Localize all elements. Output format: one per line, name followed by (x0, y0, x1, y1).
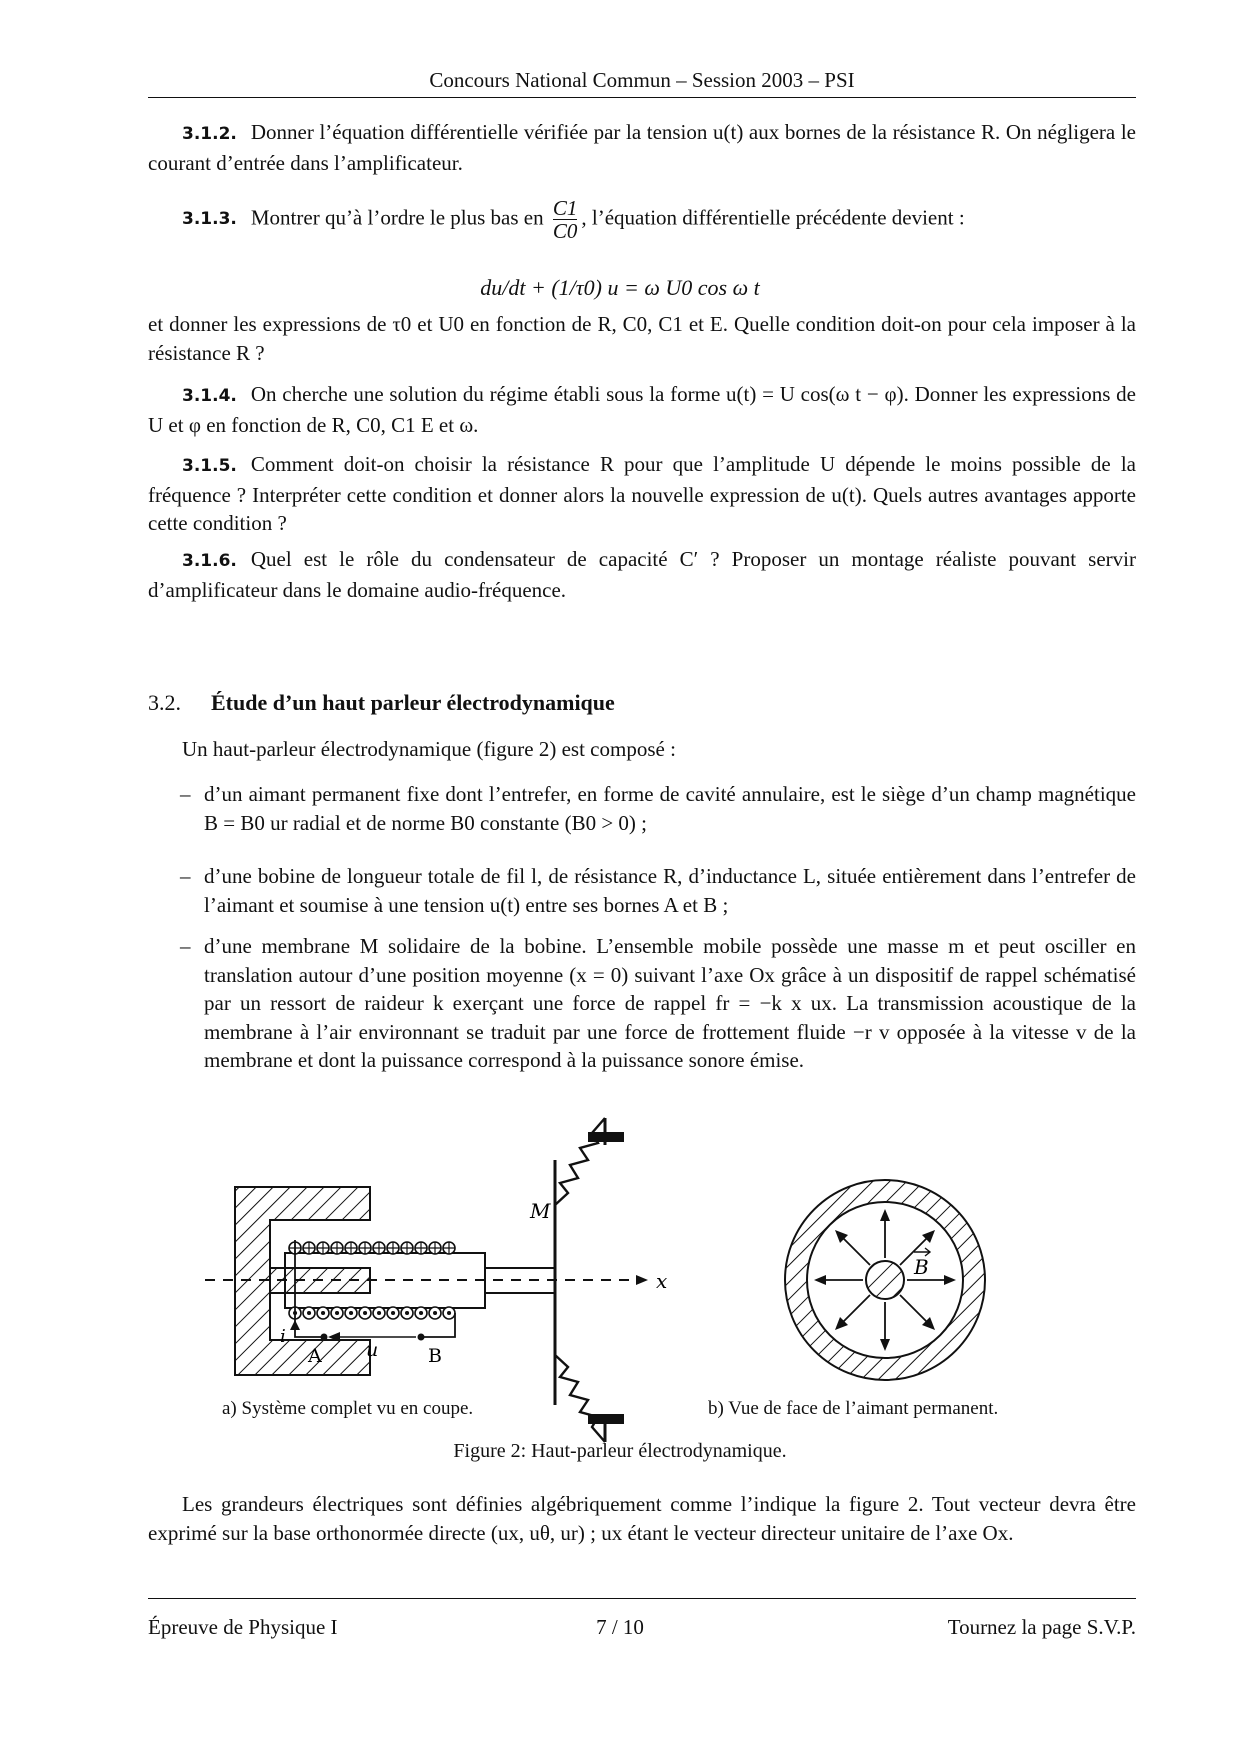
question-number: 3.1.6. (182, 551, 237, 571)
question-text: On cherche une solution du régime établi sous la forme u(t) = U cos(ω t − φ). Donner les expressions de U et φ en fonction de R, C0, C1 E et ω. (148, 382, 1136, 437)
membrane-label: M (530, 1199, 551, 1223)
closing-paragraph: Les grandeurs électriques sont définies algébriquement comme l’indique la figure 2. Tout vecteur devra être exprimé sur la base orthonormée directe (ux, uθ, ur) ; ux étant le vecteur directeur unitaire de l’axe Ox. (148, 1492, 1136, 1545)
list-item-text: d’une membrane M solidaire de la bobine. L’ensemble mobile possède une masse m et peut osciller en translation autour d’une position moyenne (x = 0) suivant l’axe Ox grâce à un dispositif de rappel schématisé par un ressort de raideur k exerçant une force de rappel fr = −k x ux. La transmission acoustique de la membrane à l’air environnant se traduit par une force de frottement fluide −r v opposée à la vitesse v de la membrane et dont la puissance correspond à la puissance sonore émise. (204, 934, 1136, 1072)
question-text: Montrer qu’à l’ordre le plus bas en (250, 205, 544, 230)
differential-equation: du/dt + (1/τ0) u = ω U0 cos ω t (480, 275, 760, 300)
footer-left: Épreuve de Physique I (148, 1615, 338, 1639)
question-number: 3.1.2. (182, 124, 237, 144)
magnet-front-view (785, 1180, 985, 1380)
caption-a: a) Système complet vu en coupe. (222, 1398, 474, 1419)
list-dash: – (180, 864, 191, 888)
footer-right: Tournez la page S.V.P. (947, 1615, 1136, 1639)
question-text: Donner l’équation différentielle vérifiée par la tension u(t) aux bornes de la résistance R. On négligera le courant d’entrée dans l’amplificateur. (148, 120, 1136, 175)
question-number: 3.1.3. (182, 209, 237, 230)
terminal-label-a: A (308, 1345, 322, 1367)
fraction-denominator: C0 (552, 219, 578, 243)
page-header: Concours National Commun – Session 2003 – PSI (429, 68, 855, 92)
list-item-text: d’un aimant permanent fixe dont l’entrefer, en forme de cavité annulaire, est le siège d’un champ magnétique B = B0 ur radial et de norme B0 constante (B0 > 0) ; (204, 782, 1136, 835)
question-text: Quel est le rôle du condensateur de capacité C′ ? Proposer un montage réaliste pouvant servir d’amplificateur dans le domaine audio-fréquence. (148, 547, 1136, 602)
terminal-label-b: B (428, 1345, 442, 1367)
figure-caption: Figure 2: Haut-parleur électrodynamique. (453, 1440, 787, 1462)
list-dash: – (180, 934, 191, 958)
section-number: 3.2. (148, 690, 181, 715)
fraction-numerator: C1 (552, 196, 578, 220)
field-label-b: B (914, 1255, 929, 1279)
axis-label-x: x (656, 1269, 668, 1293)
footer-page-number: 7 / 10 (596, 1615, 644, 1639)
question-number: 3.1.5. (182, 456, 237, 476)
question-number: 3.1.4. (182, 386, 237, 406)
section-intro: Un haut-parleur électrodynamique (figure 2) est composé : (182, 737, 676, 761)
caption-b: b) Vue de face de l’aimant permanent. (708, 1398, 999, 1419)
section-title: Étude d’un haut parleur électrodynamique (211, 690, 615, 715)
current-label-i: i (280, 1326, 286, 1347)
voltage-label-u: u (366, 1339, 379, 1361)
question-text-cont: , l’équation différentielle précédente devient : (581, 205, 965, 230)
question-text: Comment doit-on choisir la résistance R pour que l’amplitude U dépende le moins possible de la fréquence ? Interpréter cette condition et donner alors la nouvelle expression de u(t). Quels autres avantages apporte cette condition ? (148, 452, 1136, 535)
question-3-1-3-cont: et donner les expressions de τ0 et U0 en fonction de R, C0, C1 et E. Quelle condition doit-on pour cela imposer à la résistance R ? (148, 312, 1136, 365)
footer-rule (148, 1598, 1136, 1599)
list-dash: – (180, 782, 191, 806)
list-item-text: d’une bobine de longueur totale de fil l, de résistance R, d’inductance L, située entièrement dans l’entrefer de l’aimant et soumise à une tension u(t) entre ses bornes A et B ; (204, 864, 1136, 917)
